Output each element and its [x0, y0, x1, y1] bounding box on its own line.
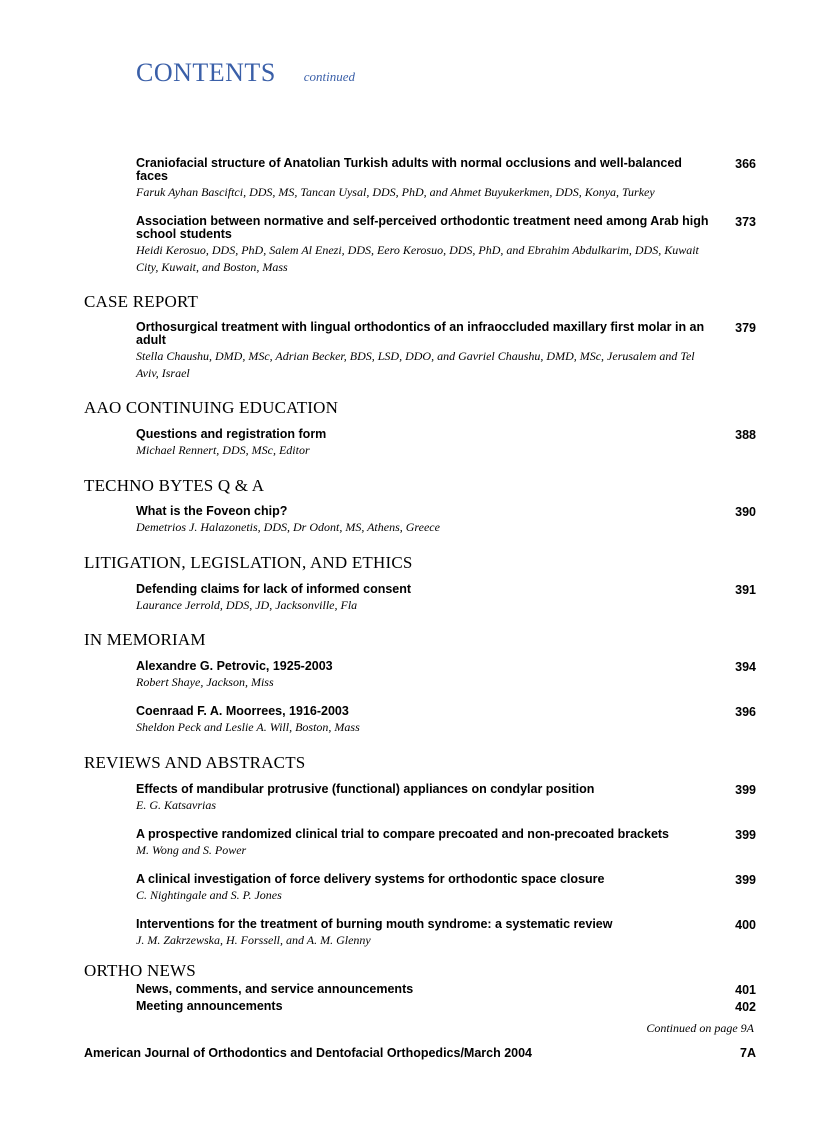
- entry-title: Effects of mandibular protrusive (functional) appliances on condylar position: [136, 782, 595, 796]
- entry-title: Association between normative and self-perceived orthodontic treatment need among Arab high school students: [136, 214, 709, 241]
- section-heading-aao: AAO CONTINUING EDUCATION: [84, 398, 339, 417]
- entry-authors: Laurance Jerrold, DDS, JD, Jacksonville, Fla: [136, 598, 358, 612]
- entry-authors: M. Wong and S. Power: [136, 843, 247, 857]
- entry-authors: Stella Chaushu, DMD, MSc, Adrian Becker, BDS, LSD, DDO, and Gavriel Chaushu, DMD, MSc, Jerusalem and Tel Aviv, Israel: [136, 349, 695, 380]
- entry-title: A clinical investigation of force delivery systems for orthodontic space closure: [136, 872, 605, 886]
- toc-entry[interactable]: [136, 873, 756, 904]
- entry-title: What is the Foveon chip?: [136, 504, 288, 518]
- section-heading-memoriam: IN MEMORIAM: [84, 630, 206, 649]
- entry-page: 402: [735, 1000, 756, 1014]
- entry-authors: Demetrios J. Halazonetis, DDS, Dr Odont, MS, Athens, Greece: [136, 520, 440, 534]
- entry-authors: Heidi Kerosuo, DDS, PhD, Salem Al Enezi, DDS, Eero Kerosuo, DDS, PhD, and Ebrahim Abdulkarim, DDS, Kuwait City, Kuwait, and Boston, Mass: [136, 243, 699, 274]
- toc-entry[interactable]: [136, 918, 756, 949]
- footer-journal: American Journal of Orthodontics and Dentofacial Orthopedics/March 2004: [84, 1046, 533, 1060]
- entry-authors: J. M. Zakrzewska, H. Forssell, and A. M. Glenny: [136, 933, 371, 947]
- entry-title: Alexandre G. Petrovic, 1925-2003: [136, 659, 333, 673]
- entry-page: 399: [735, 783, 756, 797]
- toc-entry[interactable]: [136, 1000, 756, 1013]
- entry-page: 366: [735, 157, 756, 171]
- toc-entry[interactable]: [136, 583, 756, 614]
- toc-entry[interactable]: [136, 783, 756, 814]
- section-heading-litigation: LITIGATION, LEGISLATION, AND ETHICS: [84, 553, 413, 572]
- entry-page: 399: [735, 828, 756, 842]
- toc-entry[interactable]: [136, 321, 756, 382]
- section-heading-case-report: CASE REPORT: [84, 292, 199, 311]
- entry-page: 373: [735, 215, 756, 229]
- entry-page: 396: [735, 705, 756, 719]
- entry-title: Defending claims for lack of informed consent: [136, 582, 412, 596]
- entry-page: 394: [735, 660, 756, 674]
- entry-authors: Faruk Ayhan Basciftci, DDS, MS, Tancan Uysal, DDS, PhD, and Ahmet Buyukerkmen, DDS, Konya, Turkey: [136, 185, 655, 199]
- toc-entry[interactable]: [136, 660, 756, 691]
- toc-entry[interactable]: [136, 828, 756, 859]
- page-subtitle: continued: [303, 69, 356, 84]
- continued-note: Continued on page 9A: [646, 1021, 754, 1035]
- entry-authors: Michael Rennert, DDS, MSc, Editor: [136, 443, 310, 457]
- entry-title: A prospective randomized clinical trial to compare precoated and non-precoated brackets: [136, 827, 670, 841]
- toc-entry[interactable]: [136, 428, 756, 459]
- page-title: CONTENTS: [136, 58, 276, 87]
- entry-authors: Robert Shaye, Jackson, Miss: [136, 675, 274, 689]
- entry-title: Coenraad F. A. Moorrees, 1916-2003: [136, 704, 349, 718]
- footer-page-number: 7A: [740, 1046, 756, 1060]
- entry-title: Orthosurgical treatment with lingual orthodontics of an infraoccluded maxillary first molar in an adult: [136, 320, 705, 347]
- entry-title: Questions and registration form: [136, 427, 327, 441]
- entry-page: 390: [735, 505, 756, 519]
- toc-entry[interactable]: [136, 983, 756, 996]
- entry-page: 388: [735, 428, 756, 442]
- section-heading-ortho-news: ORTHO NEWS: [84, 961, 196, 980]
- section-heading-techno: TECHNO BYTES Q & A: [84, 476, 265, 495]
- entry-page: 399: [735, 873, 756, 887]
- entry-title: Craniofacial structure of Anatolian Turkish adults with normal occlusions and well-balanced faces: [136, 156, 682, 183]
- toc-entry[interactable]: [136, 505, 756, 536]
- entry-authors: E. G. Katsavrias: [136, 798, 217, 812]
- entry-title: Interventions for the treatment of burning mouth syndrome: a systematic review: [136, 917, 613, 931]
- toc-entry[interactable]: [136, 157, 756, 201]
- entry-title: News, comments, and service announcements: [136, 982, 414, 996]
- toc-entry[interactable]: [136, 705, 756, 736]
- entry-page: 391: [735, 583, 756, 597]
- contents-header: [136, 58, 355, 88]
- section-heading-reviews: REVIEWS AND ABSTRACTS: [84, 753, 306, 772]
- entry-page: 401: [735, 983, 756, 997]
- toc-entry[interactable]: [136, 215, 756, 276]
- entry-title: Meeting announcements: [136, 999, 283, 1013]
- entry-page: 379: [735, 321, 756, 335]
- entry-page: 400: [735, 918, 756, 932]
- entry-authors: C. Nightingale and S. P. Jones: [136, 888, 282, 902]
- entry-authors: Sheldon Peck and Leslie A. Will, Boston, Mass: [136, 720, 360, 734]
